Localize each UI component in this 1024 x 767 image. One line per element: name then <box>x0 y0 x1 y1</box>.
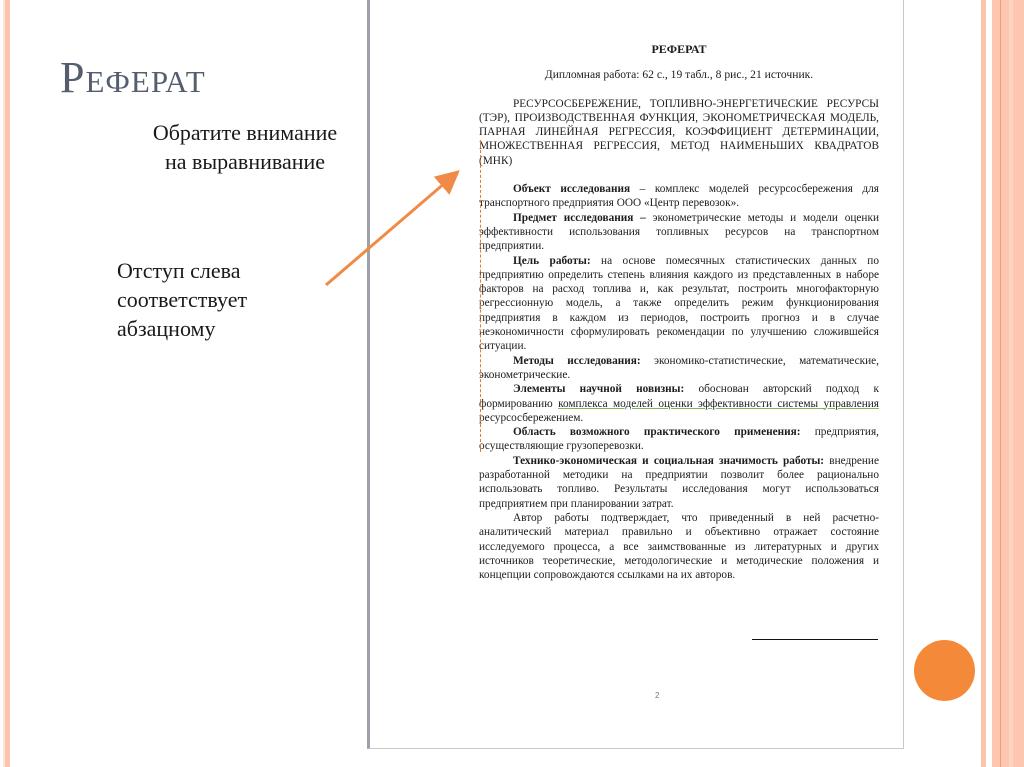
paragraph-label: Методы исследования: <box>513 354 641 367</box>
paragraph-label: Область возможного практического применения: <box>513 426 801 439</box>
paragraph-label: Предмет исследования – <box>513 211 646 224</box>
indent-note: Отступ слева соответствует абзацному <box>117 258 248 341</box>
decor-circle <box>914 640 975 701</box>
doc-paragraph-subject: Предмет исследования – эконометрические методы и модели оценки эффективности использования топливных ресурсов на транспортном предприятии. <box>479 211 879 253</box>
document-title: РЕФЕРАТ <box>651 42 707 56</box>
paragraph-label: Объект исследования <box>513 183 631 196</box>
doc-paragraph-object: Объект исследования – комплекс моделей ресурсосбережения для транспортного предприятия ООО «Центр перевозок». <box>479 183 879 210</box>
slide-title: Реферат <box>60 53 206 102</box>
doc-paragraph-application: Область возможного практического применения: предприятия, осуществляющие грузоперевозки. <box>479 426 880 453</box>
document-keywords: РЕСУРСОСБЕРЕЖЕНИЕ, ТОПЛИВНО-ЭНЕРГЕТИЧЕСКИЕ РЕСУРСЫ (ТЭР), ПРОИЗВОДСТВЕННАЯ ФУНКЦИЯ, ЭКОНОМЕТРИЧЕСКАЯ МОДЕЛЬ, ПАРНАЯ ЛИНЕЙНАЯ РЕГРЕССИЯ, КОЭФФИЦИЕНТ ДЕТЕРМИНАЦИИ, МНОЖЕСТВЕННАЯ РЕГРЕССИЯ, МЕТОД НАИМЕНЬШИХ КВАДРАТОВ (МНК) <box>479 97 879 167</box>
doc-paragraph-goal: Цель работы: на основе помесячных статистических данных по предприятию определить степень влияния каждого из представленных в наборе факторов на расход топлива и, как результат, построить многофакторную регрессионную модель, а также определить режим функционирования предприятия в каждом из периодов, построить прогноз и в случае неэкономичности сформулировать рекомендации по улучшению сложившейся ситуации. <box>479 254 879 353</box>
doc-paragraph-significance: Технико-экономическая и социальная значимость работы: внедрение разработанной методики на предприятии позволит более рационально использовать топливо. Результаты исследования могут использоваться предприятием при планировании затрат. <box>479 454 879 510</box>
alignment-note: Обратите внимание на выравнивание <box>152 120 338 174</box>
document-meta: Дипломная работа: 62 с., 19 табл., 8 рис., 21 источник. <box>544 68 814 82</box>
paragraph-label: Цель работы: <box>513 254 591 267</box>
page-number: 2 <box>655 691 660 700</box>
doc-paragraph-novelty: Элементы научной новизны: обоснован авторский подход к формированию комплекса моделей оценки эффективности системы управления ресурсосбережением. <box>479 383 879 424</box>
doc-paragraph-methods: Методы исследования: экономико-статистические, математические, эконометрические. <box>479 354 879 381</box>
paragraph-label: Элементы научной новизны: <box>513 383 685 396</box>
doc-paragraph-author-statement: Автор работы подтверждает, что приведенный в ней расчетно-аналитический материал правильно и объективно отражает состояние исследуемого процесса, а все заимствованные из литературных и других источников теоретические, методологические и методические положения и концепции сопровождаются ссылками на их авторов. <box>479 511 879 582</box>
paragraph-label: Технико-экономическая и социальная значимость работы: <box>513 454 825 467</box>
